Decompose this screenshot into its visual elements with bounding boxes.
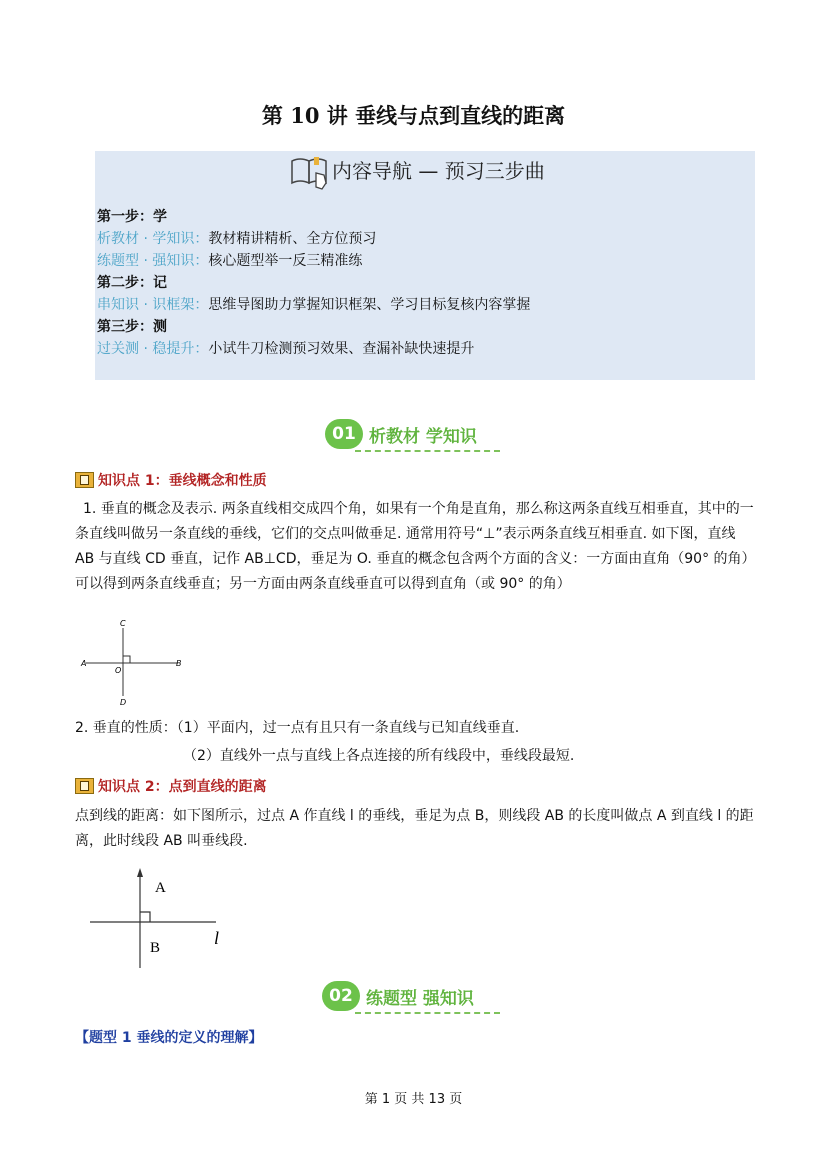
notebook-icon xyxy=(75,472,94,488)
nav-line-3-text: 思维导图助力掌握知识框架、学习目标复核内容掌握 xyxy=(208,297,531,313)
section-2-label: 练题型 强知识 xyxy=(366,988,474,1009)
nav-line-3-label: 串知识 · 识框架： xyxy=(97,297,209,313)
section-1-badge xyxy=(325,419,477,449)
fig2-label-l: l xyxy=(214,928,220,948)
nav-line-1-text: 教材精讲精析、全方位预习 xyxy=(208,231,377,247)
fig1-label-c: C xyxy=(120,619,126,628)
figure-perpendicular-lines xyxy=(78,616,188,712)
paragraph-perpendicular-concept: 1. 垂直的概念及表示. 两条直线相交成四个角，如果有一个角是直角，那么称这两条直线互相垂直，其中的一条直线叫做另一条直线的垂线，它们的交点叫做垂足. 通常用符号“⊥”表示两条直线互相垂直. 如下图，直线 AB 与直线 CD 垂直，记作 AB⊥CD，垂足为 O. 垂直的概念包含两个方面的含义：一方面由直角（90° 的角）可以得到两条直线垂直；另一方面由两条直线垂直可以得到直角（或 90° 的角） xyxy=(75,501,754,592)
page-title: 第 10 讲 垂线与点到直线的距离 xyxy=(261,103,566,128)
nav-heading: 内容导航 — 预习三步曲 xyxy=(332,159,545,183)
step-1-label: 第一步：学 xyxy=(97,209,167,225)
step-2-label: 第二步：记 xyxy=(97,275,167,291)
nav-line-1-label: 析教材 · 学知识： xyxy=(97,231,209,247)
section-2-number: 02 xyxy=(322,981,360,1011)
fig2-label-b: B xyxy=(150,940,161,956)
fig1-label-a: A xyxy=(81,659,87,668)
nav-line-4-label: 过关测 · 稳提升： xyxy=(97,341,209,357)
nav-line-4-text: 小试牛刀检测预习效果、查漏补缺快速提升 xyxy=(208,341,475,357)
fig1-label-b: B xyxy=(176,659,182,668)
question-type-1: 【题型 1 垂线的定义的理解】 xyxy=(75,1030,263,1046)
book-hand-icon xyxy=(290,153,330,195)
knowledge-point-2-label: 知识点 2：点到直线的距离 xyxy=(98,779,267,795)
fig2-label-a: A xyxy=(155,880,166,896)
nav-line-1 xyxy=(97,228,376,248)
paragraph-point-line-distance: 点到线的距离：如下图所示，过点 A 作直线 l 的垂线，垂足为点 B，则线段 AB 的长度叫做点 A 到直线 l 的距离，此时线段 AB 叫垂线段. xyxy=(75,808,754,849)
section-2-underline xyxy=(355,1012,500,1014)
knowledge-point-1-label: 知识点 1：垂线概念和性质 xyxy=(98,473,267,489)
fig1-label-d: D xyxy=(120,698,127,707)
knowledge-point-2 xyxy=(75,776,267,796)
nav-line-4 xyxy=(97,338,474,358)
page-footer: 第 1 页 共 13 页 xyxy=(364,1092,463,1107)
section-1-number: 01 xyxy=(325,419,363,449)
section-1-underline xyxy=(355,450,500,452)
section-1-label: 析教材 学知识 xyxy=(369,426,477,447)
figure-point-to-line xyxy=(88,868,238,974)
step-3-label: 第三步：测 xyxy=(97,319,167,335)
notebook-icon xyxy=(75,778,94,794)
property-2: （2）直线外一点与直线上各点连接的所有线段中，垂线段最短. xyxy=(183,748,575,764)
nav-line-2-text: 核心题型举一反三精准练 xyxy=(208,253,363,269)
knowledge-point-1 xyxy=(75,470,267,490)
section-2-badge xyxy=(322,981,474,1011)
fig1-label-o: O xyxy=(115,666,122,675)
nav-line-2 xyxy=(97,250,362,270)
property-1: 2. 垂直的性质：（1）平面内，过一点有且只有一条直线与已知直线垂直. xyxy=(75,720,520,736)
nav-line-2-label: 练题型 · 强知识： xyxy=(97,253,209,269)
nav-line-3 xyxy=(97,294,530,314)
